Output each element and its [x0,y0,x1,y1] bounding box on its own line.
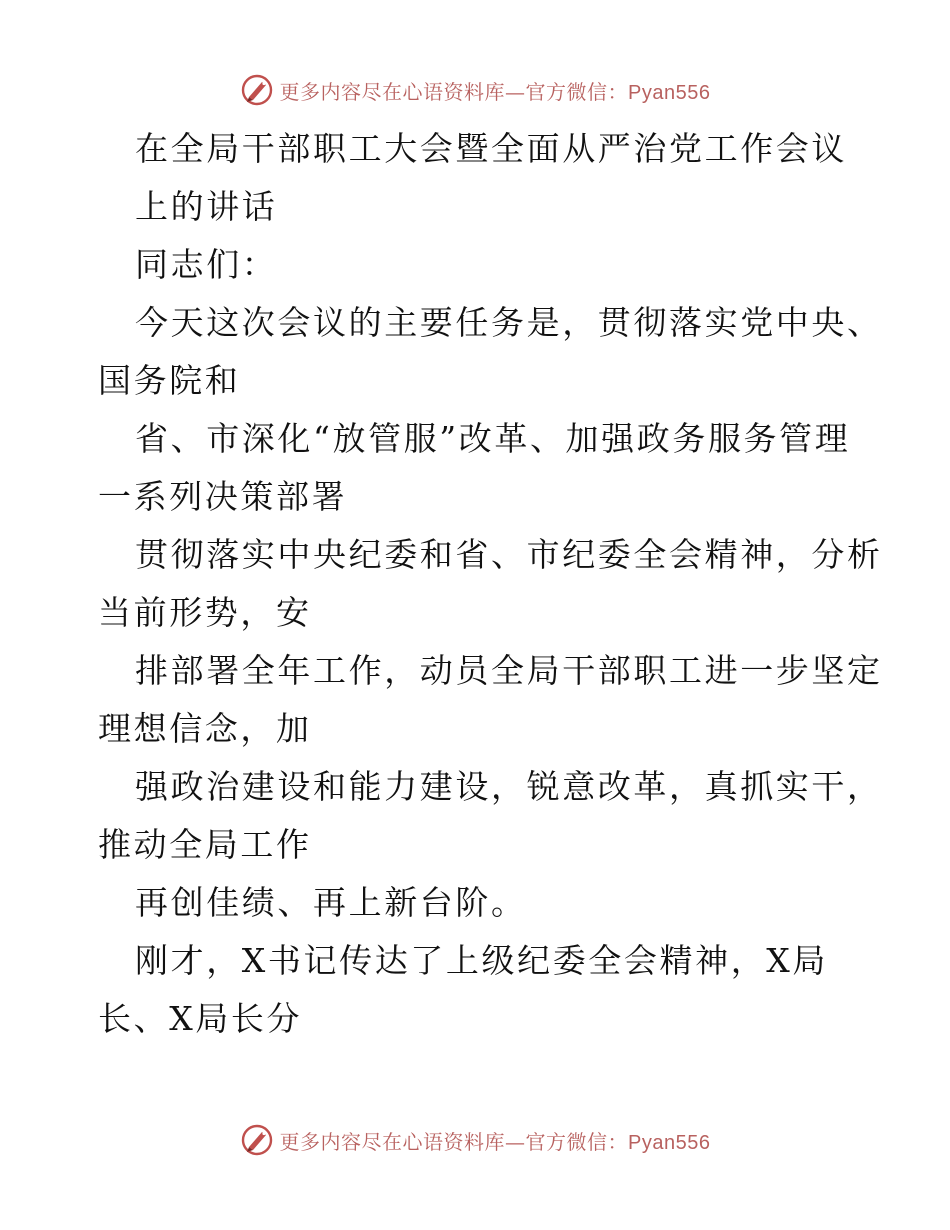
paragraph-line: 排部署全年工作，动员全局干部职工进一步坚定 [135,651,883,690]
footer-banner [0,1120,950,1160]
banner-dash: — [505,1129,526,1154]
paragraph-line: 一系列决策部署 [98,477,348,516]
banner-wechat-label: 官方微信： [525,79,629,104]
banner-wechat-label: 官方微信： [525,1129,629,1154]
banner-text [280,76,711,105]
paragraph-line: 强政治建设和能力建设，锐意改革，真抓实干， [135,767,883,806]
paragraph-line: 贯彻落实中央纪委和省、市纪委全会精神，分析 [135,535,883,574]
paragraph-line: 再创佳绩、再上新台阶。 [135,883,527,922]
banner-wechat-id: Pyan556 [628,81,711,104]
banner-wechat-id: Pyan556 [628,1131,711,1154]
paragraph-line: 理想信念，加 [98,709,312,748]
title-line-2: 上的讲话 [135,187,278,226]
paragraph-line: 推动全局工作 [98,825,312,864]
pen-logo-icon [240,73,274,107]
paragraph-line: 刚才，X书记传达了上级纪委全会精神，X局 [135,941,828,980]
pen-logo-icon [240,1123,274,1157]
banner-site-text: 更多内容尽在心语资料库 [279,1129,506,1154]
paragraph-line: 国务院和 [98,361,241,400]
paragraph-line: 省、市深化“放管服”改革、加强政务服务管理 [135,419,851,458]
title-line-1: 在全局干部职工大会暨全面从严治党工作会议 [135,129,847,168]
paragraph-line: 今天这次会议的主要任务是，贯彻落实党中央、 [135,303,883,342]
banner-dash: — [505,79,526,104]
paragraph-line: 当前形势，安 [98,593,312,632]
header-banner [0,70,950,110]
salutation: 同志们： [135,245,278,284]
banner-text [280,1126,711,1155]
banner-site-text: 更多内容尽在心语资料库 [279,79,506,104]
paragraph-line: 长、X局长分 [98,999,303,1038]
document-body [98,120,883,1048]
